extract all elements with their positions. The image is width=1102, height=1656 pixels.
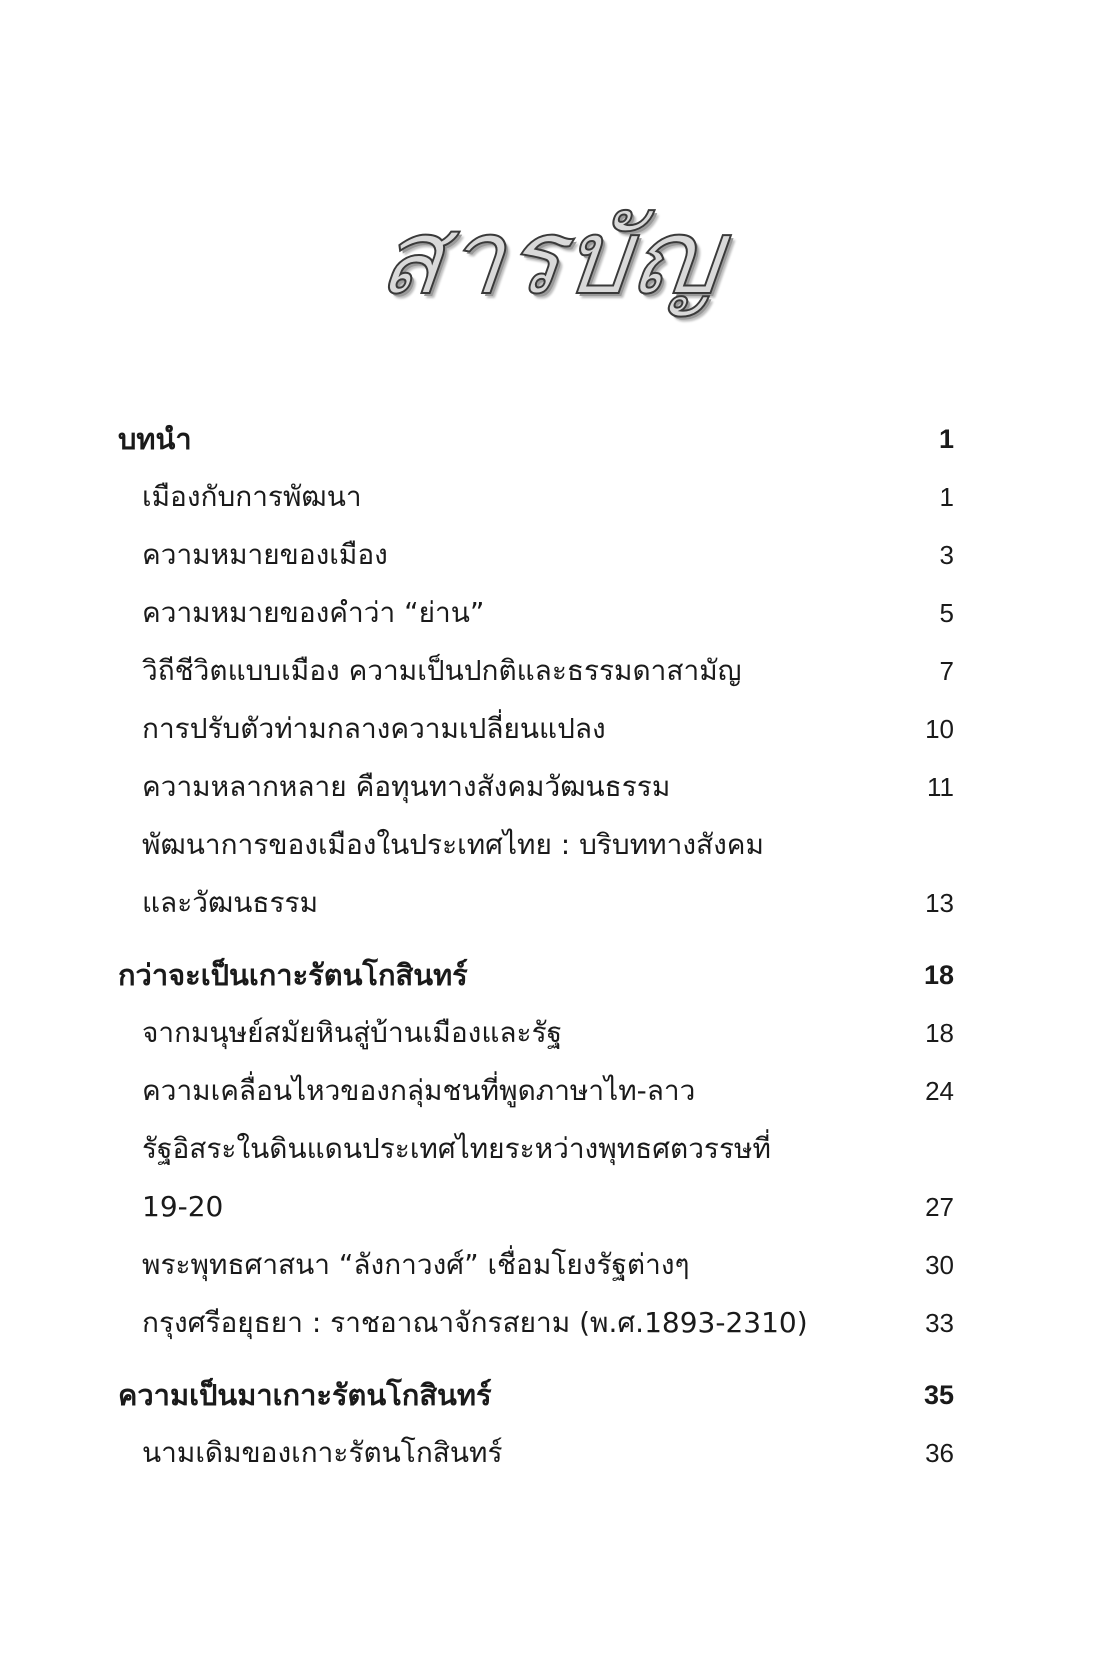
toc-entry-page-number: 33 <box>925 1307 954 1338</box>
toc-entry-label: กรุงศรีอยุธยา : ราชอาณาจักรสยาม (พ.ศ.1893-2310) <box>142 1306 808 1340</box>
toc-entry-label: จากมนุษย์สมัยหินสู่บ้านเมืองและรัฐ <box>142 1016 563 1050</box>
toc-section-entry <box>118 758 954 816</box>
toc-entry-label: รัฐอิสระในดินแดนประเทศไทยระหว่างพุทธศตวรรษที่ <box>142 1132 771 1166</box>
toc-entry-label: และวัฒนธรรม <box>142 886 319 920</box>
toc-entry-page-number: 1 <box>939 481 954 512</box>
page-title: สารบัญ <box>373 196 729 318</box>
toc-section-entry <box>118 1062 954 1120</box>
toc-section-entry <box>118 1004 954 1062</box>
toc-entry-page-number: 36 <box>925 1437 954 1468</box>
toc-entry-page-number: 10 <box>925 713 954 744</box>
toc-section-entry <box>118 1178 954 1236</box>
toc-entry-label: นามเดิมของเกาะรัตนโกสินทร์ <box>142 1436 503 1470</box>
table-of-contents <box>118 410 954 1482</box>
toc-section-entry <box>118 1424 954 1482</box>
toc-entry-page-number: 11 <box>927 771 954 802</box>
toc-entry-page-number: 18 <box>925 1017 954 1048</box>
toc-entry-label: กว่าจะเป็นเกาะรัตนโกสินทร์ <box>118 957 468 992</box>
toc-entry-label: ความหมายของเมือง <box>142 538 388 572</box>
toc-entry-label: ความเป็นมาเกาะรัตนโกสินทร์ <box>118 1377 492 1412</box>
toc-entry-page-number: 3 <box>939 539 954 570</box>
toc-section-entry <box>118 874 954 932</box>
toc-chapter-entry <box>118 1366 954 1424</box>
toc-section-entry <box>118 1120 954 1178</box>
toc-section-entry <box>118 1236 954 1294</box>
toc-entry-page-number: 18 <box>923 959 954 990</box>
toc-entry-page-number: 27 <box>925 1191 954 1222</box>
toc-section-entry <box>118 584 954 642</box>
toc-entry-label: ความหมายของคำว่า “ย่าน” <box>142 596 485 630</box>
toc-entry-page-number: 30 <box>925 1249 954 1280</box>
toc-entry-page-number: 1 <box>938 423 954 454</box>
toc-entry-page-number: 13 <box>925 887 954 918</box>
toc-entry-page-number: 7 <box>939 655 954 686</box>
toc-entry-label: วิถีชีวิตแบบเมือง ความเป็นปกติและธรรมดาสามัญ <box>142 654 742 688</box>
toc-entry-page-number: 5 <box>939 597 954 628</box>
toc-entry-label: 19-20 <box>142 1190 224 1224</box>
toc-section-entry <box>118 816 954 874</box>
toc-section-entry <box>118 1294 954 1352</box>
toc-entry-label: การปรับตัวท่ามกลางความเปลี่ยนแปลง <box>142 712 606 746</box>
toc-chapter-entry <box>118 946 954 1004</box>
toc-entry-page-number: 24 <box>925 1075 954 1106</box>
toc-section-entry <box>118 468 954 526</box>
toc-entry-label: ความเคลื่อนไหวของกลุ่มชนที่พูดภาษาไท-ลาว <box>142 1074 696 1108</box>
toc-entry-label: พัฒนาการของเมืองในประเทศไทย : บริบททางสังคม <box>142 828 764 862</box>
title-area <box>0 196 1102 318</box>
toc-entry-label: พระพุทธศาสนา “ลังกาวงศ์” เชื่อมโยงรัฐต่างๆ <box>142 1248 690 1282</box>
toc-entry-label: ความหลากหลาย คือทุนทางสังคมวัฒนธรรม <box>142 770 671 804</box>
toc-entry-page-number: 35 <box>923 1379 954 1410</box>
toc-section-entry <box>118 526 954 584</box>
toc-chapter-entry <box>118 410 954 468</box>
toc-section-entry <box>118 700 954 758</box>
toc-entry-label: เมืองกับการพัฒนา <box>142 480 362 514</box>
toc-section-entry <box>118 642 954 700</box>
toc-entry-label: บทนำ <box>118 421 192 456</box>
